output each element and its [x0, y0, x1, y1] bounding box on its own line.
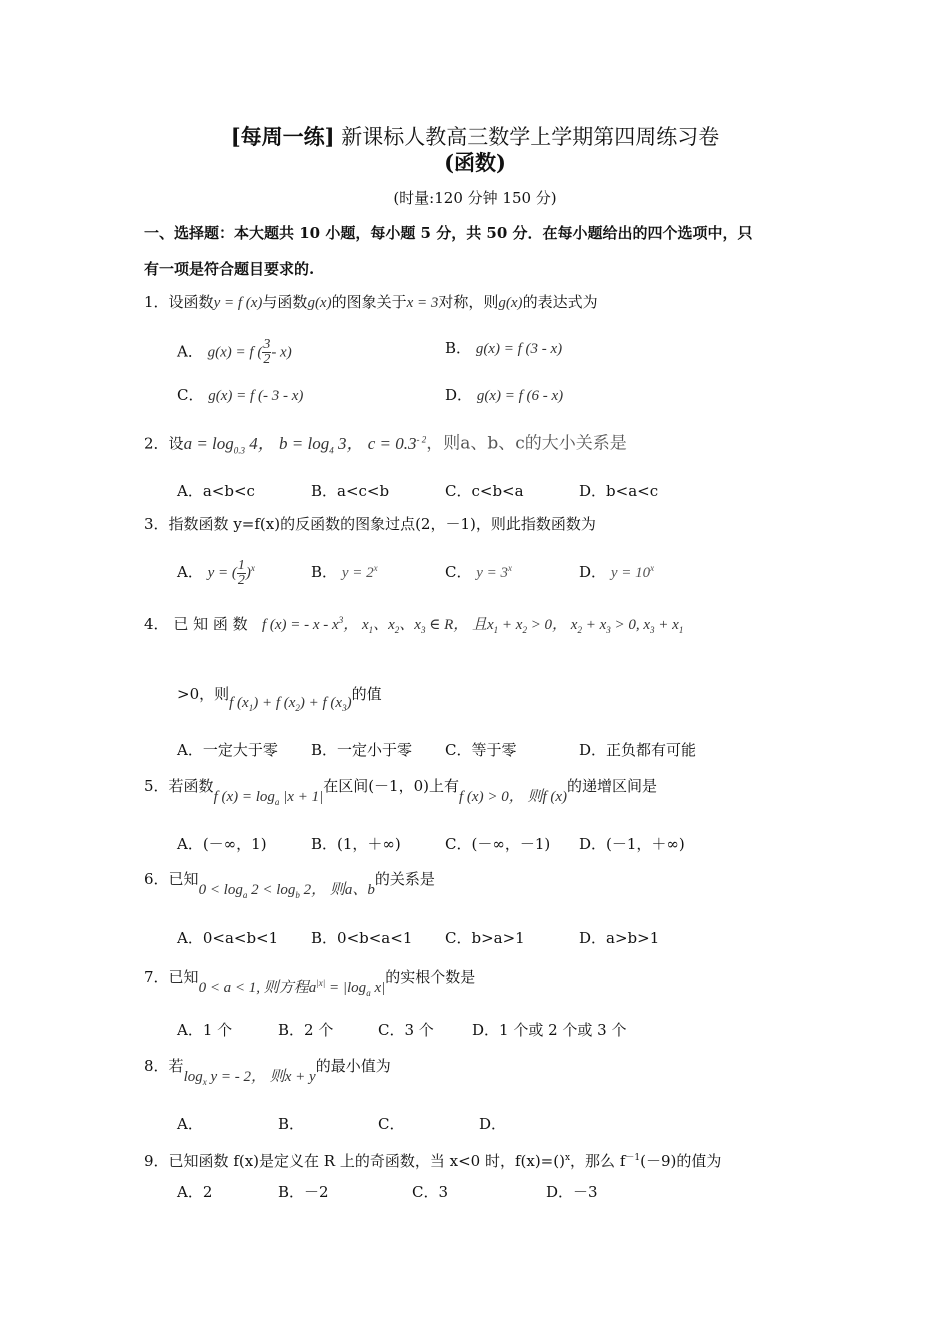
- q2-text-a: 设: [168, 434, 184, 453]
- q1-option-d[interactable]: [445, 385, 563, 406]
- q4-sub-a: 1: [368, 625, 374, 635]
- q8-option-d[interactable]: D．: [479, 1115, 507, 1133]
- q4-line2-sub-c: 3: [342, 703, 347, 713]
- q1-number: 1．: [144, 293, 169, 311]
- q4-option-c[interactable]: C．等于零: [445, 741, 517, 759]
- q2-tail: ，则a、b、c的大小关系是: [426, 433, 627, 454]
- q4-text-a: 已 知 函 数: [173, 615, 248, 633]
- q8-option-b[interactable]: B．: [278, 1115, 305, 1133]
- q5-text-a: 若函数: [168, 777, 214, 795]
- q6-text-a: 已知: [168, 870, 199, 888]
- q3-option-d-sup: x: [650, 563, 655, 573]
- q3-option-d-label: D．: [579, 563, 607, 581]
- q5-option-d[interactable]: D．(－1，＋∞): [579, 835, 685, 853]
- q3-option-b[interactable]: [311, 558, 378, 583]
- q1-expr-d: g(x): [498, 295, 523, 311]
- question-4-stem: [144, 610, 683, 640]
- q3-number: 3．: [144, 515, 169, 533]
- q1-expr-a: y = f (x): [213, 295, 263, 311]
- q4-expr-7: > 0， x: [526, 617, 578, 633]
- q2-sub-1: 0.3: [233, 445, 246, 456]
- q4-line2-expr-1: f (x: [229, 695, 249, 711]
- question-1-stem: [144, 292, 598, 313]
- q4-line2-sub-b: 2: [295, 703, 300, 713]
- q9-number: 9．: [144, 1152, 169, 1170]
- q8-number: 8．: [144, 1057, 169, 1075]
- q1-option-d-label: D．: [445, 386, 473, 404]
- q9-text-c: (－9)的值为: [640, 1152, 722, 1170]
- q4-option-a[interactable]: A．一定大于零: [177, 741, 278, 759]
- q5-text-c: 的递增区间是: [567, 777, 658, 795]
- q1-expr-c: x = 3: [406, 295, 439, 311]
- q6-text-b: 的关系是: [374, 870, 435, 888]
- q3-option-a-post: ): [245, 565, 251, 581]
- q3-option-a[interactable]: [177, 558, 255, 588]
- q3-option-b-sup: x: [373, 563, 378, 573]
- q8-option-a[interactable]: A．: [177, 1115, 203, 1133]
- q1-option-a[interactable]: [177, 338, 292, 367]
- question-6-stem: [144, 869, 435, 900]
- q9-text-b: ，那么 f: [570, 1152, 626, 1170]
- q7-sub-2: a: [366, 988, 371, 998]
- q7-expr-3: x|: [370, 980, 386, 996]
- q5-expr-1a: f (x) = log: [213, 789, 275, 805]
- q1-option-c[interactable]: [177, 385, 303, 406]
- q3-option-d[interactable]: [579, 558, 654, 583]
- question-3-stem: [144, 514, 596, 534]
- q6-expr: [199, 882, 375, 898]
- q4-sub-b: 2: [394, 625, 400, 635]
- q2-expr-c: 3， c = 0.3: [333, 433, 417, 453]
- q5-expr-1: [214, 789, 324, 805]
- q4-line2-a: >0，则: [177, 685, 230, 703]
- q9-option-b[interactable]: B．－2: [278, 1183, 329, 1201]
- q5-sub-1: a: [274, 797, 280, 807]
- q2-option-a[interactable]: A．a<b<c: [177, 482, 255, 500]
- q4-expr-1: f (x) = - x - x: [261, 617, 339, 633]
- q1-expr-b: g(x): [307, 295, 332, 311]
- q2-sup-3: - 2: [416, 434, 427, 444]
- q5-expr-1b: |x + 1|: [279, 789, 324, 805]
- q4-sub-h: 3: [650, 625, 655, 635]
- q3-option-a-sup: x: [250, 563, 255, 573]
- q9-sup-1: x: [564, 1153, 571, 1163]
- q4-expr-6: + x: [498, 617, 523, 633]
- q2-sub-2: 4: [329, 445, 334, 456]
- q3-option-a-numerator: 1: [237, 557, 245, 573]
- q6-sub-1: a: [242, 890, 248, 900]
- question-9-stem: [144, 1148, 721, 1171]
- q9-sup-2: －1: [625, 1153, 641, 1163]
- q8-expr-1: log: [183, 1069, 203, 1085]
- q6-sub-2: b: [295, 890, 300, 900]
- q8-option-c[interactable]: C．: [378, 1115, 405, 1133]
- q7-text-b: 的实根个数是: [385, 968, 476, 986]
- page-subtitle: (函数): [444, 150, 506, 175]
- q3-option-c-label: C．: [445, 563, 472, 581]
- q3-option-a-denominator: 2: [237, 572, 245, 588]
- title-main: 新课标人教高三数学上学期第四周练习卷: [334, 125, 720, 149]
- q1-option-c-expr: g(x) = f (- 3 - x): [208, 388, 304, 404]
- q9-text-a: 已知函数 f(x)是定义在 R 上的奇函数，当 x<0 时，f(x)=(): [168, 1152, 565, 1170]
- q4-expr-8: + x: [581, 617, 607, 633]
- q1-text-d: 对称，则: [438, 293, 499, 311]
- page-title: [0, 124, 950, 150]
- q3-text: 指数函数 y=f(x)的反函数的图象过点(2，－1)，则此指数函数为: [168, 515, 596, 533]
- exam-meta: (时量:120 分钟 150 分): [393, 189, 557, 207]
- q1-text-e: 的表达式为: [522, 293, 598, 311]
- q1-option-a-pre: g(x) = f (: [207, 344, 263, 361]
- q4-line2-expr: [229, 695, 351, 711]
- q7-expr: [199, 980, 386, 996]
- q4-number: 4．: [144, 615, 169, 633]
- q1-option-a-denominator: 2: [263, 352, 271, 367]
- q7-number: 7．: [144, 968, 169, 986]
- q5-option-b[interactable]: B．(1，＋∞): [311, 835, 401, 853]
- q3-option-a-fraction: [237, 559, 246, 588]
- q1-text-c: 的图象关于: [331, 293, 407, 311]
- q4-expr-5: ∈ R， 且x: [425, 617, 494, 633]
- q7-sup-1: |x|: [316, 978, 326, 988]
- q2-option-c[interactable]: C．c<b<a: [445, 482, 524, 500]
- q2-expr: [183, 433, 427, 456]
- q5-expr-2: f (x) > 0， 则f (x): [459, 789, 568, 805]
- q4-line2-expr-2: ) + f (x: [253, 695, 296, 711]
- q8-expr-2: y = - 2， 则x + y: [206, 1069, 316, 1085]
- q8-text-a: 若: [168, 1057, 184, 1075]
- q3-option-c-expr: y = 3: [476, 565, 509, 581]
- q4-expr-2: ， x: [343, 617, 369, 633]
- q2-option-d[interactable]: D．b<a<c: [579, 482, 659, 500]
- q7-option-b[interactable]: B．2 个: [278, 1021, 334, 1039]
- q4-expr-4: 、x: [399, 617, 421, 633]
- section-heading-line2: 有一项是符合题目要求的.: [144, 260, 315, 278]
- q2-expr-b: 4， b = log: [245, 433, 330, 453]
- q4-sub-c: 3: [420, 625, 426, 635]
- question-7-stem: [144, 963, 476, 998]
- q1-option-a-post: - x): [271, 344, 292, 361]
- q2-expr-a: a = log: [183, 433, 234, 453]
- q4-expr-9: > 0, x: [610, 617, 651, 633]
- q9-option-a[interactable]: A．2: [177, 1183, 213, 1201]
- q4-line2-b: 的值: [351, 685, 382, 703]
- q8-text-b: 的最小值为: [315, 1057, 391, 1075]
- q6-option-c[interactable]: C．b>a>1: [445, 929, 525, 947]
- section-heading-line1: 一、选择题：本大题共 10 小题，每小题 5 分，共 50 分．在每小题给出的四个选项中，只: [144, 224, 753, 242]
- q3-option-a-pre: y = (: [207, 565, 237, 581]
- q4-option-d[interactable]: D．正负都有可能: [579, 741, 697, 759]
- q5-option-a[interactable]: A．(－∞，1): [177, 835, 267, 853]
- q4-expr-10: + x: [654, 617, 679, 633]
- question-2-stem: [144, 429, 627, 460]
- q4-sub-g: 3: [606, 625, 611, 635]
- q9-option-c[interactable]: C．3: [412, 1183, 449, 1201]
- q2-number: 2．: [144, 434, 169, 453]
- q4-sub-d: 1: [493, 625, 499, 635]
- q6-number: 6．: [144, 870, 169, 888]
- q1-option-a-numerator: 3: [263, 337, 271, 352]
- q5-option-c[interactable]: C．(－∞，－1): [445, 835, 551, 853]
- q4-sup-1: 3: [338, 615, 344, 625]
- q8-sub-1: x: [202, 1077, 207, 1087]
- q3-option-d-expr: y = 10: [610, 565, 651, 581]
- q4-line2-expr-4: ): [346, 695, 352, 711]
- q6-expr-3: 2， 则a、b: [299, 882, 375, 898]
- q6-option-d[interactable]: D．a>b>1: [579, 929, 660, 947]
- q8-expr: [184, 1069, 316, 1085]
- q1-text-a: 设函数: [168, 293, 214, 311]
- q9-option-d[interactable]: D．－3: [546, 1183, 598, 1201]
- q2-option-b[interactable]: B．a<c<b: [311, 482, 390, 500]
- q1-option-a-label: A．: [177, 342, 203, 361]
- q1-option-d-expr: g(x) = f (6 - x): [476, 388, 564, 404]
- q7-text-a: 已知: [168, 968, 199, 986]
- q3-option-c[interactable]: [445, 558, 512, 583]
- q6-option-a[interactable]: A．0<a<b<1: [177, 929, 279, 947]
- q1-option-c-label: C．: [177, 386, 204, 404]
- q7-option-d[interactable]: D．1 个或 2 个或 3 个: [472, 1021, 627, 1039]
- q3-option-b-expr: y = 2: [341, 565, 374, 581]
- q7-option-a[interactable]: A．1 个: [177, 1021, 233, 1039]
- q3-option-a-label: A．: [177, 563, 203, 581]
- q4-line2-sub-a: 1: [248, 703, 254, 713]
- q5-number: 5．: [144, 777, 169, 795]
- q4-line2-expr-3: ) + f (x: [299, 695, 343, 711]
- q6-expr-1: 0 < log: [198, 882, 243, 898]
- q5-text-b: 在区间(－1，0)上有: [323, 777, 459, 795]
- q1-option-b-expr: g(x) = f (3 - x): [475, 341, 563, 357]
- q1-text-b: 与函数: [262, 293, 308, 311]
- q1-option-a-fraction: [262, 338, 271, 367]
- question-5-stem: [144, 776, 658, 807]
- question-4-stem-line2: [177, 684, 382, 713]
- q4-sub-e: 2: [522, 625, 527, 635]
- q4-sub-i: 1: [678, 625, 684, 635]
- q4-expr: [262, 617, 683, 633]
- title-bracket: [每周一练]: [230, 124, 335, 149]
- question-8-stem: [144, 1056, 391, 1087]
- q7-option-c[interactable]: C．3 个: [378, 1021, 434, 1039]
- q6-option-b[interactable]: B．0<b<a<1: [311, 929, 413, 947]
- q3-option-b-label: B．: [311, 563, 338, 581]
- q7-expr-2: = |log: [325, 980, 367, 996]
- q6-expr-2: 2 < log: [247, 882, 296, 898]
- q4-expr-3: 、x: [373, 617, 395, 633]
- q4-option-b[interactable]: B．一定小于零: [311, 741, 413, 759]
- q3-option-c-sup: x: [508, 563, 513, 573]
- q1-option-b[interactable]: [445, 338, 562, 359]
- q4-sub-f: 2: [577, 625, 582, 635]
- q1-option-b-label: B．: [445, 339, 472, 357]
- q7-expr-1: 0 < a < 1, 则方程a: [198, 980, 317, 996]
